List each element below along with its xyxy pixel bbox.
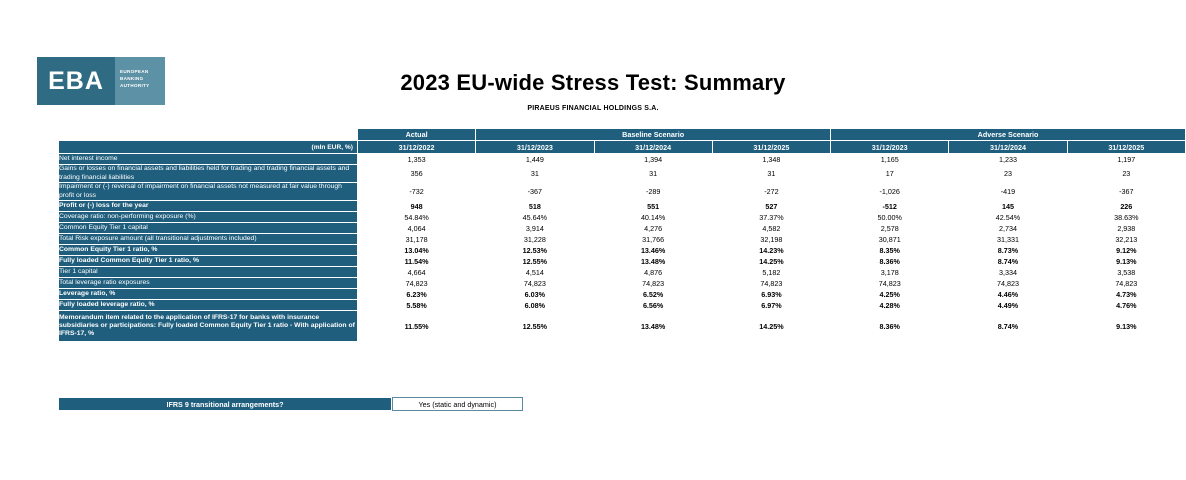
row-value: 4.28%: [831, 300, 949, 311]
row-value: 5,182: [712, 267, 830, 278]
date-header-1: 31/12/2022: [357, 141, 475, 154]
row-value: 226: [1067, 201, 1185, 212]
row-value: 948: [357, 201, 475, 212]
row-value: 6.56%: [594, 300, 712, 311]
table-row: [59, 154, 1186, 165]
date-header-5: 31/12/2023: [831, 141, 949, 154]
table-row: [59, 234, 1186, 245]
row-value: 74,823: [594, 278, 712, 289]
row-value: 8.36%: [831, 256, 949, 267]
logo-name: EUROPEAN BANKING AUTHORITY: [115, 57, 165, 105]
page-title: 2023 EU-wide Stress Test: Summary: [400, 70, 786, 95]
row-label: Memorandum item related to the application of IFRS-17 for banks with insurance subsidiaries or participations: Fully loaded Common Equity Tier 1 ratio - With application of IFRS-17, %: [59, 311, 358, 342]
table-row: [59, 165, 1186, 183]
row-value: 40.14%: [594, 212, 712, 223]
row-value: 145: [949, 201, 1067, 212]
row-label: Total leverage ratio exposures: [59, 278, 358, 289]
row-label: Fully loaded leverage ratio, %: [59, 300, 358, 311]
bank-name: PIRAEUS FINANCIAL HOLDINGS S.A.: [527, 105, 659, 112]
row-value: 1,449: [476, 154, 594, 165]
row-value: 12.55%: [476, 256, 594, 267]
table-row: [59, 278, 1186, 289]
row-value: 9.12%: [1067, 245, 1185, 256]
ifrs9-footer: [58, 397, 523, 411]
row-value: 4,064: [357, 223, 475, 234]
row-value: 3,914: [476, 223, 594, 234]
row-value: 8.74%: [949, 311, 1067, 342]
row-value: 23: [1067, 165, 1185, 183]
row-value: 6.03%: [476, 289, 594, 300]
row-value: 42.54%: [949, 212, 1067, 223]
row-value: 54.84%: [357, 212, 475, 223]
unit-label: (mln EUR, %): [59, 141, 358, 154]
row-value: 1,353: [357, 154, 475, 165]
row-value: 6.93%: [712, 289, 830, 300]
row-value: 8.73%: [949, 245, 1067, 256]
row-value: 9.13%: [1067, 256, 1185, 267]
row-value: 37.37%: [712, 212, 830, 223]
summary-table: [58, 128, 1186, 342]
row-value: 13.48%: [594, 256, 712, 267]
row-value: 4,276: [594, 223, 712, 234]
row-value: 45.64%: [476, 212, 594, 223]
row-value: 11.54%: [357, 256, 475, 267]
row-label: Tier 1 capital: [59, 267, 358, 278]
ifrs9-answer-value: Yes (static and dynamic): [392, 397, 523, 411]
row-label: Common Equity Tier 1 capital: [59, 223, 358, 234]
row-value: -289: [594, 183, 712, 201]
row-label: Fully loaded Common Equity Tier 1 ratio, %: [59, 256, 358, 267]
date-header-2: 31/12/2023: [476, 141, 594, 154]
row-label: Total Risk exposure amount (all transitional adjustments included): [59, 234, 358, 245]
row-value: 31: [594, 165, 712, 183]
row-value: -1,026: [831, 183, 949, 201]
table-body: [59, 154, 1186, 342]
row-value: 74,823: [712, 278, 830, 289]
row-value: 74,823: [949, 278, 1067, 289]
row-value: 32,198: [712, 234, 830, 245]
row-label: Coverage ratio: non-performing exposure (%): [59, 212, 358, 223]
row-value: 12.53%: [476, 245, 594, 256]
row-value: 8.35%: [831, 245, 949, 256]
table-row: [59, 245, 1186, 256]
row-value: 30,871: [831, 234, 949, 245]
row-value: 31,766: [594, 234, 712, 245]
row-value: 74,823: [357, 278, 475, 289]
row-value: 4.76%: [1067, 300, 1185, 311]
row-value: 4.49%: [949, 300, 1067, 311]
row-value: 1,348: [712, 154, 830, 165]
row-value: 14.25%: [712, 311, 830, 342]
row-value: -512: [831, 201, 949, 212]
row-value: 551: [594, 201, 712, 212]
row-value: 4,514: [476, 267, 594, 278]
row-value: 31,178: [357, 234, 475, 245]
row-value: 38.63%: [1067, 212, 1185, 223]
row-value: 13.46%: [594, 245, 712, 256]
row-value: 31: [712, 165, 830, 183]
row-value: 1,394: [594, 154, 712, 165]
table-row: [59, 300, 1186, 311]
row-value: 1,233: [949, 154, 1067, 165]
table-row: [59, 311, 1186, 342]
row-value: 17: [831, 165, 949, 183]
row-value: -419: [949, 183, 1067, 201]
row-value: 4,664: [357, 267, 475, 278]
group-baseline: Baseline Scenario: [476, 129, 831, 141]
row-label: Profit or (-) loss for the year: [59, 201, 358, 212]
row-label: Impairment or (-) reversal of impairment on financial assets not measured at fair value through profit or loss: [59, 183, 358, 201]
row-value: -367: [1067, 183, 1185, 201]
row-value: 4,582: [712, 223, 830, 234]
row-value: 6.52%: [594, 289, 712, 300]
row-value: 3,334: [949, 267, 1067, 278]
row-value: 3,538: [1067, 267, 1185, 278]
row-value: 31: [476, 165, 594, 183]
table-row: [59, 183, 1186, 201]
row-value: 11.55%: [357, 311, 475, 342]
group-adverse: Adverse Scenario: [831, 129, 1186, 141]
row-value: 14.23%: [712, 245, 830, 256]
row-value: 50.00%: [831, 212, 949, 223]
date-header-row: [59, 141, 1186, 154]
row-value: 3,178: [831, 267, 949, 278]
row-value: 12.55%: [476, 311, 594, 342]
scenario-group-row: [59, 129, 1186, 141]
row-value: 5.58%: [357, 300, 475, 311]
table-row: [59, 201, 1186, 212]
row-value: 74,823: [476, 278, 594, 289]
row-label: Common Equity Tier 1 ratio, %: [59, 245, 358, 256]
row-value: 32,213: [1067, 234, 1185, 245]
table-row: [59, 223, 1186, 234]
date-header-7: 31/12/2025: [1067, 141, 1185, 154]
table-row: [59, 256, 1186, 267]
group-actual: Actual: [357, 129, 475, 141]
date-header-3: 31/12/2024: [594, 141, 712, 154]
row-value: 14.25%: [712, 256, 830, 267]
date-header-6: 31/12/2024: [949, 141, 1067, 154]
row-value: 2,734: [949, 223, 1067, 234]
table-row: [59, 212, 1186, 223]
row-value: 6.23%: [357, 289, 475, 300]
table-row: [59, 267, 1186, 278]
row-value: 1,197: [1067, 154, 1185, 165]
row-value: -272: [712, 183, 830, 201]
row-value: 4,876: [594, 267, 712, 278]
row-value: 4.73%: [1067, 289, 1185, 300]
row-value: -367: [476, 183, 594, 201]
ifrs9-question-label: IFRS 9 transitional arrangements?: [58, 397, 392, 411]
row-value: 9.13%: [1067, 311, 1185, 342]
row-value: 6.97%: [712, 300, 830, 311]
row-value: 2,578: [831, 223, 949, 234]
logo-mark: EBA: [37, 57, 115, 105]
row-value: 8.36%: [831, 311, 949, 342]
row-value: 518: [476, 201, 594, 212]
row-value: 356: [357, 165, 475, 183]
row-value: 13.48%: [594, 311, 712, 342]
row-value: 31,331: [949, 234, 1067, 245]
row-label: Gains or losses on financial assets and liabilities held for trading and trading financial assets and trading financial liabilities: [59, 165, 358, 183]
row-value: 74,823: [831, 278, 949, 289]
row-value: 13.04%: [357, 245, 475, 256]
date-header-4: 31/12/2025: [712, 141, 830, 154]
table-row: [59, 289, 1186, 300]
row-label: Net interest income: [59, 154, 358, 165]
group-spacer: [59, 129, 358, 141]
row-value: 1,165: [831, 154, 949, 165]
row-value: 8.74%: [949, 256, 1067, 267]
row-value: 31,228: [476, 234, 594, 245]
row-value: 527: [712, 201, 830, 212]
row-value: 4.25%: [831, 289, 949, 300]
row-value: -732: [357, 183, 475, 201]
row-value: 74,823: [1067, 278, 1185, 289]
row-value: 23: [949, 165, 1067, 183]
row-value: 4.46%: [949, 289, 1067, 300]
row-value: 6.08%: [476, 300, 594, 311]
row-label: Leverage ratio, %: [59, 289, 358, 300]
row-value: 2,938: [1067, 223, 1185, 234]
table-header: [59, 129, 1186, 154]
